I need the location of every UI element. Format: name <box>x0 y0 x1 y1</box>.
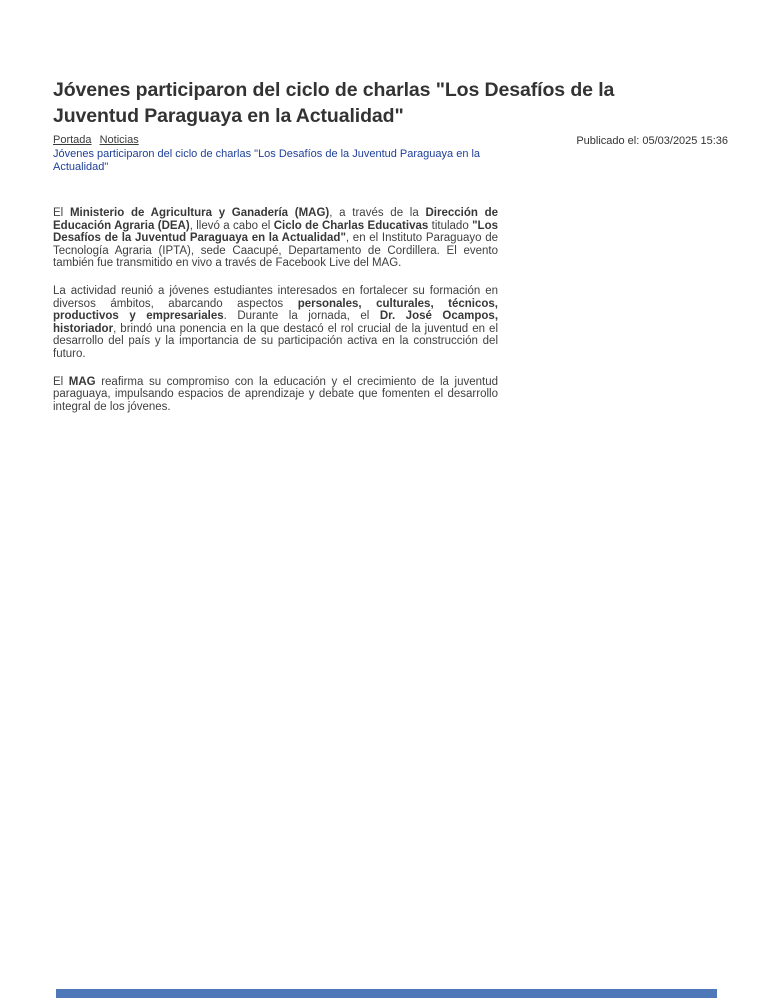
breadcrumb-links <box>53 134 503 147</box>
article-paragraph: La actividad reunió a jóvenes estudiantes interesados en fortalecer su formación en diversos ámbitos, abarcando aspectos personales, culturales, técnicos, productivos y empresariales. Durante la jornada, el Dr. José Ocampos, historiador, brindó una ponencia en la que destacó el rol crucial de la juventud en el desarrollo del país y la importancia de su participación activa en la construcción del futuro. <box>53 284 499 360</box>
page-title: Jóvenes participaron del ciclo de charlas "Los Desafíos de la Juventud Paraguaya en la Actualidad" <box>53 79 615 127</box>
article-body <box>53 207 498 413</box>
breadcrumb <box>53 134 503 174</box>
breadcrumb-link-noticias[interactable]: Noticias <box>99 134 139 146</box>
footer-bar <box>56 989 717 998</box>
breadcrumb-link-portada[interactable]: Portada <box>53 134 92 146</box>
meta-row <box>53 134 728 174</box>
breadcrumb-current-page-link[interactable]: Jóvenes participaron del ciclo de charlas "Los Desafíos de la Juventud Paraguaya en la Actualidad" <box>53 148 481 173</box>
article-paragraph: El Ministerio de Agricultura y Ganadería (MAG), a través de la Dirección de Educación Agraria (DEA), llevó a cabo el Ciclo de Charlas Educativas titulado "Los Desafíos de la Juventud Paraguaya en la Actualidad", en el Instituto Paraguayo de Tecnología Agraria (IPTA), sede Caacupé, Departamento de Cordillera. El evento también fue transmitido en vivo a través de Facebook Live del MAG. <box>53 207 499 270</box>
published-date: Publicado el: 05/03/2025 15:36 <box>576 135 728 147</box>
article-paragraph: El MAG reafirma su compromiso con la educación y el crecimiento de la juventud paraguaya, impulsando espacios de aprendizaje y debate que fomenten el desarrollo integral de los jóvenes. <box>53 375 498 413</box>
article-content <box>53 77 728 428</box>
